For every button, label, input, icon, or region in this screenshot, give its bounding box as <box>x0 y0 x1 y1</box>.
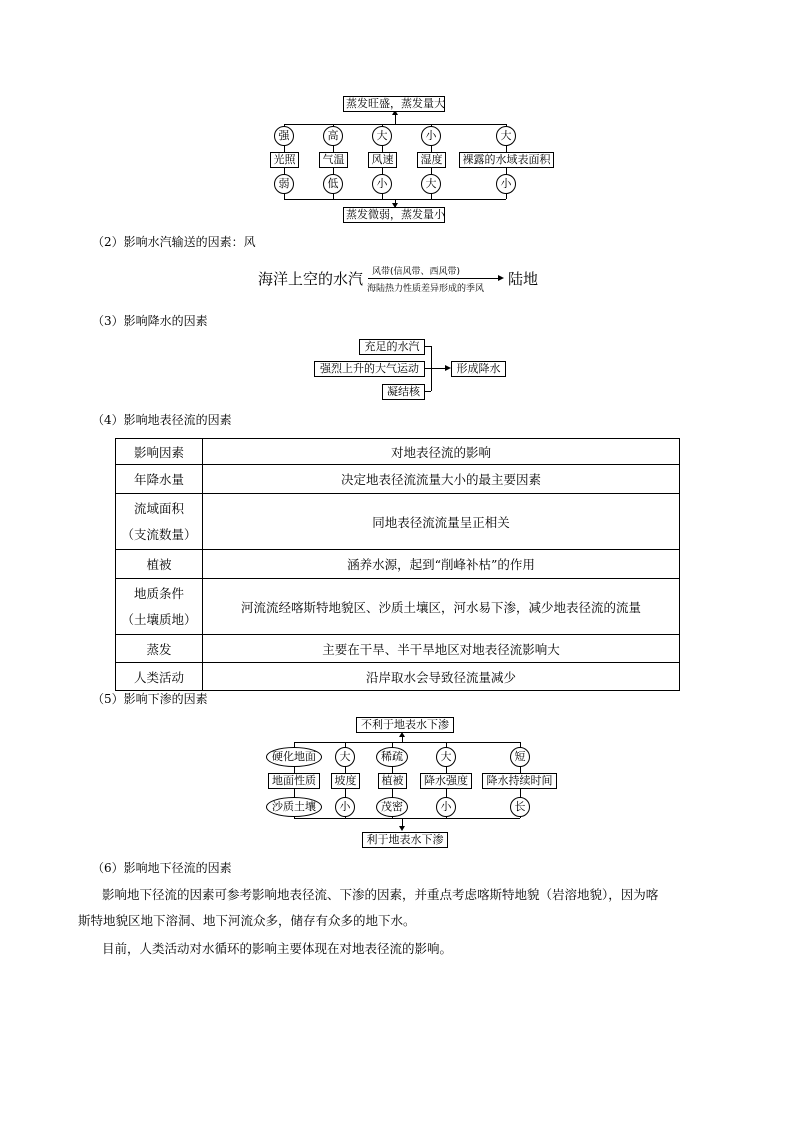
nuclei-box: 凝结核 <box>382 384 425 400</box>
lower-ellipse: 沙质土壤 <box>266 797 322 817</box>
unfavorable-box: 不利于地表水下渗 <box>356 717 454 733</box>
upper-circle: 短 <box>510 747 530 767</box>
header-cell: 对地表径流的影响 <box>203 439 680 465</box>
upper-ellipse: 稀疏 <box>376 747 408 767</box>
effect-cell: 河流流经喀斯特地貌区、沙质土壤区，河水易下渗，减少地表径流的流量 <box>203 579 680 635</box>
upper-circle: 大 <box>372 126 392 146</box>
factor-line: 地质条件 <box>133 585 184 601</box>
land-label: 陆地 <box>508 270 539 288</box>
factor-box: 湿度 <box>417 152 446 168</box>
factor-box: 气温 <box>319 152 348 168</box>
effect-cell: 沿岸取水会导致径流量减少 <box>203 663 680 691</box>
section-2-heading: （2）影响水汽输送的因素：风 <box>92 235 256 249</box>
lower-circle: 长 <box>510 797 530 817</box>
evaporation-strong-box: 蒸发旺盛，蒸发量大 <box>343 96 445 112</box>
evaporation-weak-box: 蒸发微弱，蒸发量小 <box>343 207 445 223</box>
ocean-vapor-label: 海洋上空的水汽 <box>258 270 364 288</box>
precipitation-result-box: 形成降水 <box>451 361 506 377</box>
table-header-row <box>116 439 680 465</box>
lower-circle: 小 <box>372 174 392 194</box>
upper-ellipse: 硬化地面 <box>266 747 322 767</box>
factor-line: 流域面积 <box>133 500 184 516</box>
lower-circle: 小 <box>436 797 456 817</box>
lower-circle: 小 <box>496 174 516 194</box>
effect-cell: 主要在干旱、半干旱地区对地表径流影响大 <box>203 635 680 663</box>
factor-cell <box>116 494 203 550</box>
factor-box: 降水强度 <box>420 773 472 789</box>
table-row <box>116 550 680 579</box>
runoff-factor-table <box>115 438 680 691</box>
favorable-box: 利于地表水下渗 <box>362 832 448 848</box>
factor-cell: 植被 <box>116 550 203 579</box>
upper-circle: 高 <box>323 126 343 146</box>
table-row <box>116 465 680 494</box>
table-row <box>116 635 680 663</box>
paragraph-line: 目前，人类活动对水循环的影响主要体现在对地表径流的影响。 <box>102 941 453 956</box>
lower-circle: 大 <box>421 174 441 194</box>
factor-cell <box>116 579 203 635</box>
table-row <box>116 663 680 691</box>
factor-line: （土壤质地） <box>121 611 197 627</box>
section-5-heading: （5）影响下渗的因素 <box>92 692 208 706</box>
factor-cell: 蒸发 <box>116 635 203 663</box>
paragraph-line: 斯特地貌区地下溶洞、地下河流众多，储存有众多的地下水。 <box>78 913 416 928</box>
paragraph-line: 影响地下径流的因素可参考影响地表径流、下渗的因素，并重点考虑喀斯特地貌（岩溶地貌），因为喀 <box>102 887 659 902</box>
effect-cell: 涵养水源，起到“削峰补枯”的作用 <box>203 550 680 579</box>
section-4-heading: （4）影响地表径流的因素 <box>92 413 232 427</box>
factor-box: 光照 <box>270 152 299 168</box>
factor-cell: 年降水量 <box>116 465 203 494</box>
wind-belt-label: 风带(信风带、西风带) <box>372 267 461 277</box>
lower-circle: 低 <box>323 174 343 194</box>
upper-circle: 强 <box>274 126 294 146</box>
monsoon-label: 海陆热力性质差异形成的季风 <box>367 284 485 294</box>
table-row <box>116 579 680 635</box>
effect-cell: 同地表径流流量呈正相关 <box>203 494 680 550</box>
section-6-heading: （6）影响地下径流的因素 <box>92 861 232 875</box>
effect-cell: 决定地表径流流量大小的最主要因素 <box>203 465 680 494</box>
factor-box: 植被 <box>378 773 407 789</box>
table-row <box>116 494 680 550</box>
moisture-box: 充足的水汽 <box>359 339 425 355</box>
upper-circle: 大 <box>436 747 456 767</box>
lower-circle: 弱 <box>274 174 294 194</box>
factor-box: 坡度 <box>331 773 360 789</box>
section-3-heading: （3）影响降水的因素 <box>92 314 208 328</box>
factor-box: 裸露的水域表面积 <box>459 152 554 168</box>
upper-circle: 大 <box>335 747 355 767</box>
factor-box: 地面性质 <box>268 773 320 789</box>
header-cell: 影响因素 <box>116 439 203 465</box>
upper-circle: 大 <box>496 126 516 146</box>
lower-circle: 小 <box>335 797 355 817</box>
factor-box: 风速 <box>368 152 397 168</box>
upper-circle: 小 <box>421 126 441 146</box>
uplift-box: 强烈上升的大气运动 <box>314 361 425 377</box>
lower-ellipse: 茂密 <box>376 797 408 817</box>
factor-line: （支流数量） <box>121 526 197 542</box>
factor-box: 降水持续时间 <box>482 773 557 789</box>
factor-cell: 人类活动 <box>116 663 203 691</box>
